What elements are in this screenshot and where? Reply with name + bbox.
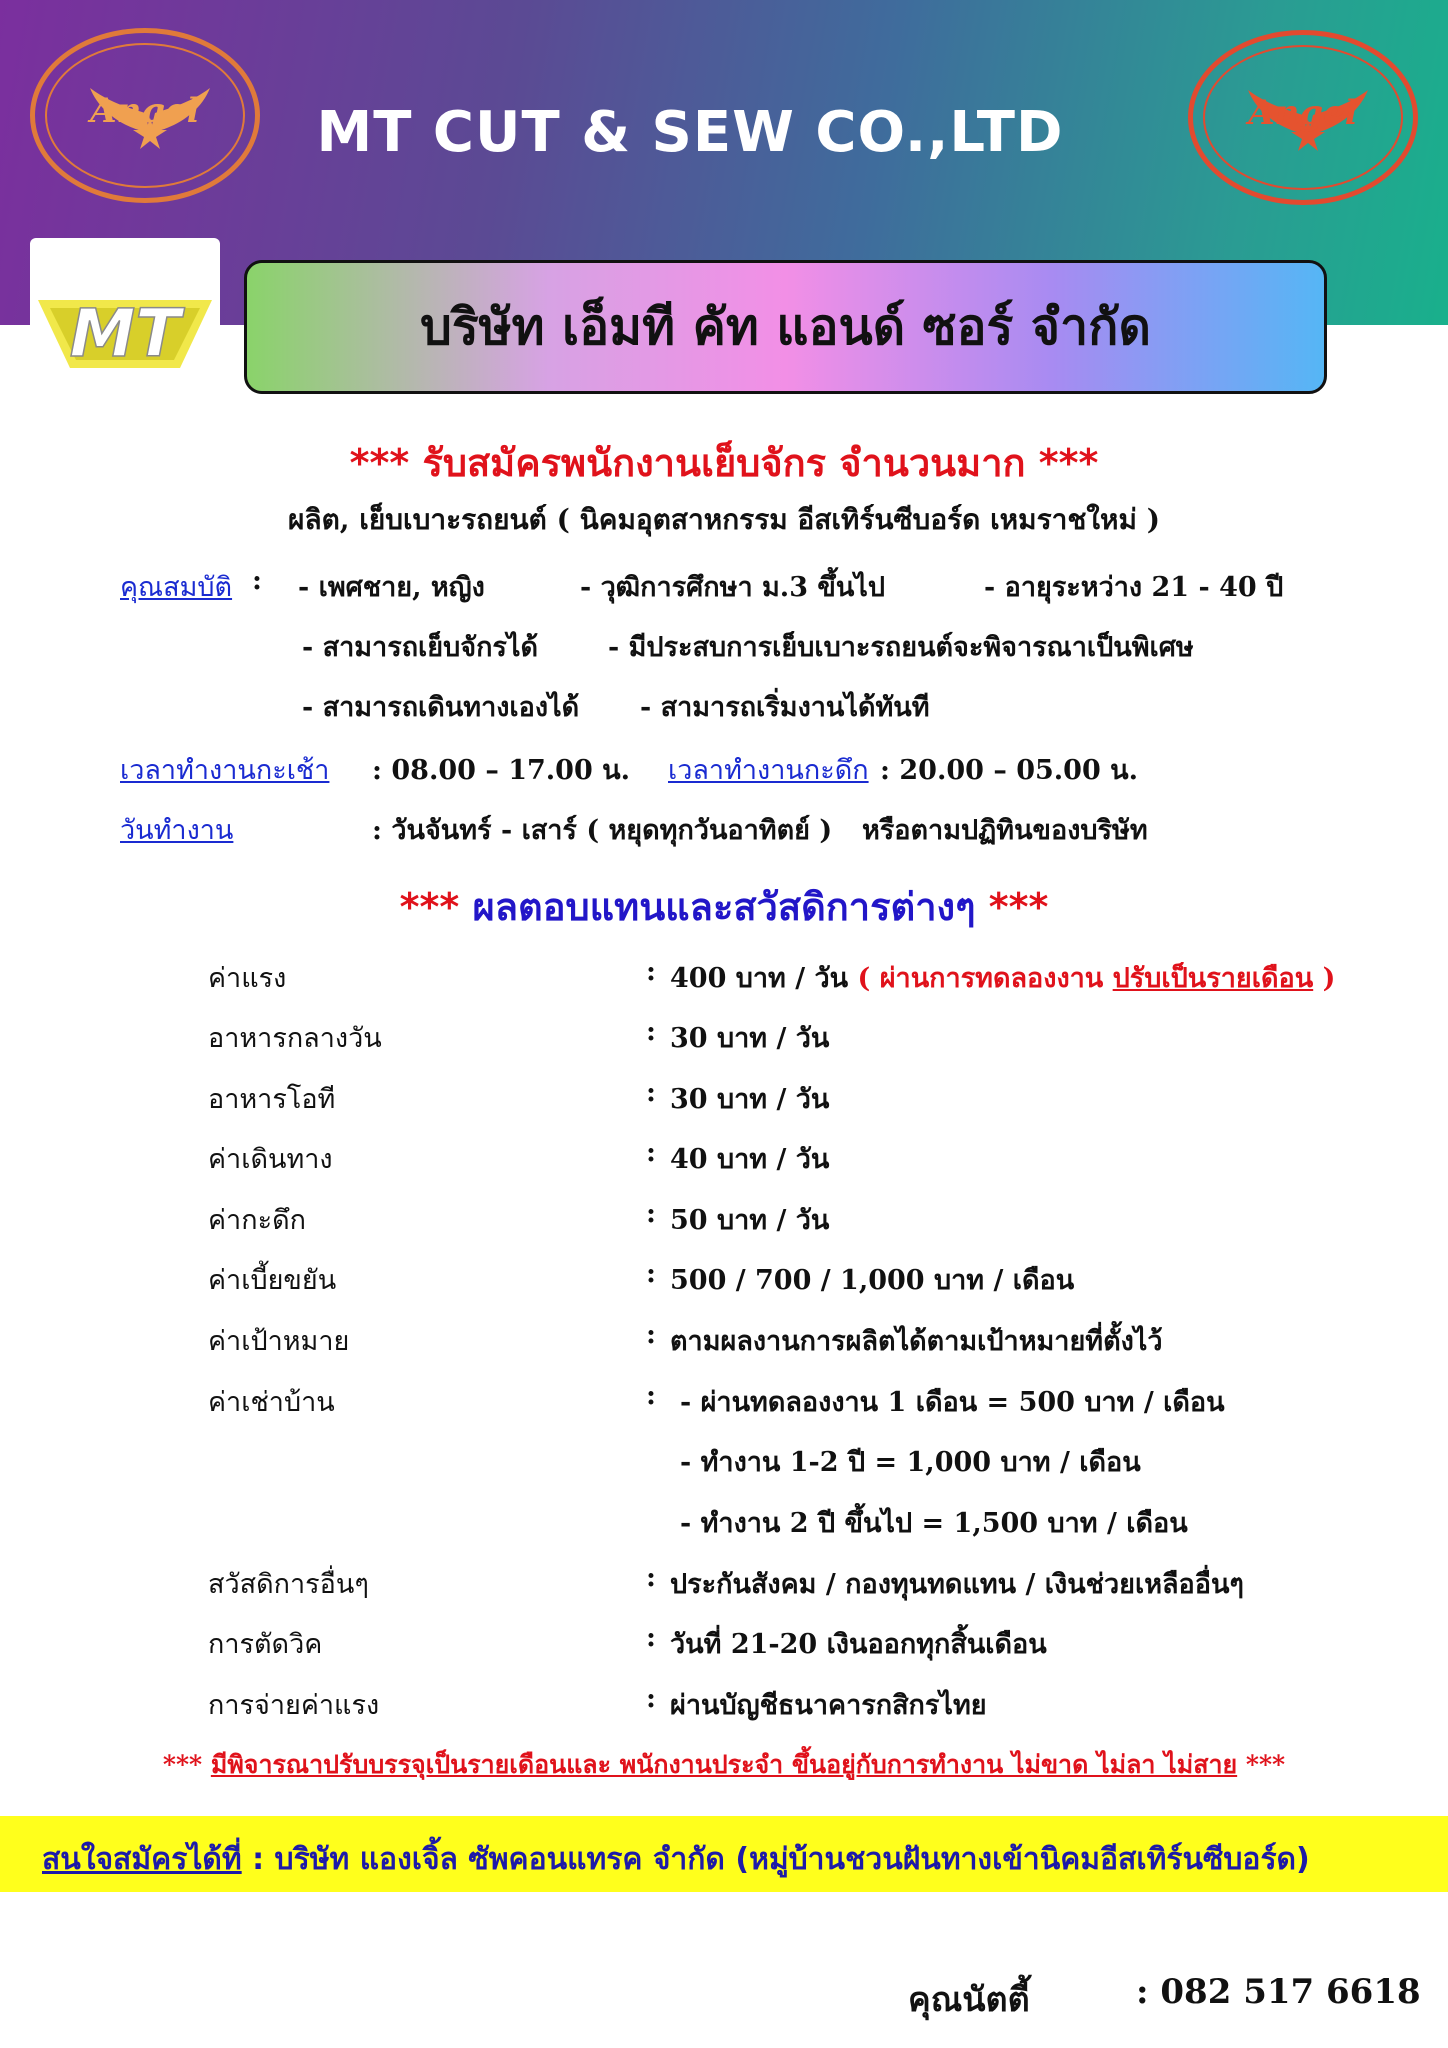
benefit-colon: : [646,1319,656,1350]
qualification-item: - เพศชาย, หญิง [298,572,485,603]
benefit-value-ot-meal: 30 บาท / วัน [670,1084,830,1115]
qualification-item: - มีประสบการเย็บเบาะรถยนต์จะพิจารณาเป็นพิเศษ [608,632,1194,663]
night-shift-label: เวลาทำงานกะดึก [668,755,869,786]
benefit-colon: : [646,1198,656,1229]
benefit-value-night-shift: 50 บาท / วัน [670,1205,830,1236]
company-name-english: MT CUT & SEW CO.,LTD [316,100,1064,165]
qualifications-colon: : [252,565,262,596]
benefit-colon: : [646,1380,656,1411]
benefit-label-travel: ค่าเดินทาง [208,1144,333,1175]
logo-text: MT [69,295,181,372]
benefit-value-diligence: 500 / 700 / 1,000 บาท / เดือน [670,1265,1075,1296]
day-shift-label: เวลาทำงานกะเช้า [120,755,330,786]
benefit-colon: : [646,1258,656,1289]
benefit-colon: : [646,1077,656,1108]
benefit-colon: : [646,1683,656,1714]
seal-text: Angel [90,91,200,131]
benefit-label-rent: ค่าเช่าบ้าน [208,1387,335,1418]
angel-seal-logo-left [30,28,260,203]
benefit-value-rent: - ผ่านทดลองงาน 1 เดือน = 500 บาท / เดือน [680,1387,1225,1418]
benefit-label-target: ค่าเป้าหมาย [208,1326,350,1357]
qualification-item: - สามารถเย็บจักรได้ [302,632,539,663]
benefit-colon: : [646,1016,656,1047]
benefit-label-night-shift: ค่ากะดึก [208,1205,306,1236]
benefit-colon: : [646,1137,656,1168]
benefit-value-cutoff: วันที่ 21-20 เงินออกทุกสิ้นเดือน [670,1629,1047,1660]
recruit-headline: *** รับสมัครพนักงานเย็บจักร จำนวนมาก *** [349,441,1099,485]
apply-info: สนใจสมัครได้ที่ : บริษัท แองเจิ้ล ซัพคอนแทรค จำกัด (หมู่บ้านชวนฝันทางเข้านิคมอีสเทิร์นซีบอร์ด) [42,1842,1310,1877]
workdays-value: : วันจันทร์ - เสาร์ ( หยุดทุกวันอาทิตย์ ) [372,815,833,846]
qualification-item: - สามารถเริ่มงานได้ทันที [640,692,930,723]
benefit-value-rent-extra: - ทำงาน 1-2 ปี = 1,000 บาท / เดือน [680,1447,1141,1478]
benefit-value-travel: 40 บาท / วัน [670,1144,830,1175]
qualification-item: - อายุระหว่าง 21 - 40 ปี [984,572,1284,603]
company-name-thai: บริษัท เอ็มที คัท แอนด์ ซอร์ จำกัด [420,297,1151,356]
benefit-label-diligence: ค่าเบี้ยขยัน [208,1265,337,1296]
mt-company-logo [30,238,220,418]
benefit-label-lunch: อาหารกลางวัน [208,1023,382,1054]
benefit-label-other-welfare: สวัสดิการอื่นๆ [208,1569,369,1600]
company-name-banner [244,260,1327,394]
benefit-value-payment: ผ่านบัญชีธนาคารกสิกรไทย [670,1690,987,1721]
benefit-value-lunch: 30 บาท / วัน [670,1023,830,1054]
qualification-item: - วุฒิการศึกษา ม.3 ขึ้นไป [580,572,886,603]
benefit-colon: : [646,1622,656,1653]
benefit-value-rent-extra: - ทำงาน 2 ปี ขึ้นไป = 1,500 บาท / เดือน [680,1508,1188,1539]
product-line: ผลิต, เย็บเบาะรถยนต์ ( นิคมอุตสาหกรรม อีสเทิร์นซีบอร์ด เหมราชใหม่ ) [288,503,1160,536]
permanent-hire-note: *** มีพิจารณาปรับบรรจุเป็นรายเดือนและ พนักงานประจำ ขึ้นอยู่กับการทำงาน ไม่ขาด ไม่ลา ไม่สาย *** [162,1750,1286,1779]
benefit-value-target: ตามผลงานการผลิตได้ตามเป้าหมายที่ตั้งไว้ [670,1326,1163,1357]
benefit-label-payment: การจ่ายค่าแรง [208,1690,380,1721]
workdays-label: วันทำงาน [120,815,234,846]
contact-phone: : 082 517 6618 [1136,1972,1421,2012]
benefit-value-wage: 400 บาท / วัน ( ผ่านการทดลองงาน ปรับเป็นรายเดือน ) [670,963,1336,994]
seal-text: Angel [1248,93,1358,133]
benefit-value-other-welfare: ประกันสังคม / กองทุนทดแทน / เงินช่วยเหลืออื่นๆ [670,1569,1244,1600]
day-shift-value: : 08.00 – 17.00 น. [372,755,631,786]
qualifications-label: คุณสมบัติ [120,572,233,603]
contact-name: คุณนัตตี้ [908,1980,1030,2020]
night-shift-value: : 20.00 – 05.00 น. [880,755,1139,786]
qualification-item: - สามารถเดินทางเองได้ [302,692,580,723]
angel-seal-logo-right [1188,30,1418,205]
benefit-label-wage: ค่าแรง [208,963,287,994]
benefit-colon: : [646,956,656,987]
workdays-note: หรือตามปฏิทินของบริษัท [862,815,1148,846]
benefit-label-cutoff: การตัดวิค [208,1629,323,1660]
benefits-title: *** ผลตอบแทนและสวัสดิการต่างๆ *** [399,885,1049,929]
benefit-colon: : [646,1562,656,1593]
benefit-label-ot-meal: อาหารโอที [208,1084,336,1115]
